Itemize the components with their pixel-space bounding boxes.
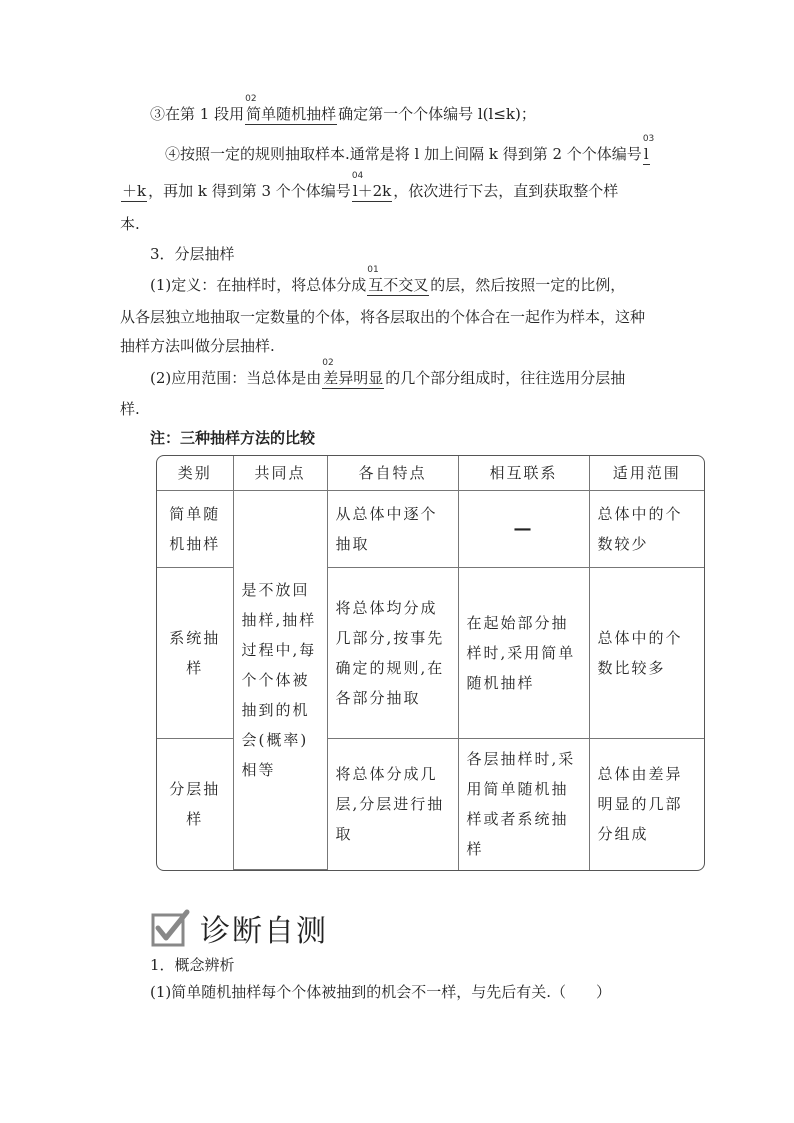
step3-text-end: 确定第一个个体编号 l(l≤k)；	[338, 105, 536, 123]
question-item: (1)简单随机抽样每个个体被抽到的机会不一样，与先后有关.（ ）	[150, 983, 612, 1001]
blank-answer: l	[643, 145, 649, 163]
step4-text-end: ，依次进行下去，直到获取整个样	[393, 182, 619, 200]
blank-number: 03	[642, 134, 655, 144]
fill-blank	[322, 358, 384, 389]
fill-blank	[245, 94, 337, 125]
cell-scope: 总体中的个数比较多	[589, 567, 704, 738]
fill-blank	[642, 134, 655, 165]
header-scope: 适用范围	[589, 456, 704, 491]
blank-answer: 互不交叉	[368, 276, 429, 294]
table-row	[157, 491, 704, 568]
blank-answer: 简单随机抽样	[246, 105, 337, 123]
cell-relation: 在起始部分抽样时,采用简单随机抽样	[458, 567, 589, 738]
cell-feature: 将总体分成几层,分层进行抽取	[327, 739, 458, 870]
header-relation: 相互联系	[458, 456, 589, 491]
definition-text-end: 的层，然后按照一定的比例，	[430, 276, 626, 294]
note-title: 注：三种抽样方法的比较	[150, 429, 316, 447]
checkbox-check-icon	[150, 908, 190, 948]
blank-answer: 差异明显	[323, 369, 384, 387]
blank-answer: ＋k	[122, 182, 147, 200]
definition-line-2: 从各层独立地抽取一定数量的个体，将各层取出的个体合在一起作为样本，这种	[120, 308, 646, 326]
question-heading: 1．概念辨析	[150, 956, 235, 974]
definition-line-1	[150, 265, 626, 296]
blank-number: 02	[245, 94, 257, 104]
step4-text-mid: ，再加 k 得到第 3 个个体编号	[148, 182, 351, 200]
self-test-banner	[150, 908, 328, 948]
table-header-row	[157, 456, 704, 491]
banner-title: 诊断自测	[200, 914, 328, 949]
cell-scope: 总体中的个数较少	[589, 491, 704, 568]
application-text-end: 的几个部分组成时，往往选用分层抽	[385, 369, 626, 387]
step3-line	[150, 94, 536, 125]
definition-line-3: 抽样方法叫做分层抽样.	[120, 337, 275, 355]
cell-category: 分层抽样	[157, 739, 233, 870]
application-line-2: 样.	[120, 400, 140, 418]
cell-relation: —	[458, 491, 589, 568]
cell-feature: 将总体均分成几部分,按事先确定的规则,在各部分抽取	[327, 567, 458, 738]
cell-scope: 总体由差异明显的几部分组成	[589, 739, 704, 870]
fill-blank-continued	[121, 181, 147, 202]
application-text: (2)应用范围：当总体是由	[150, 369, 322, 387]
blank-number: 01	[367, 265, 379, 275]
cell-feature: 从总体中逐个抽取	[327, 491, 458, 568]
cell-relation: 各层抽样时,采用简单随机抽样或者系统抽样	[458, 739, 589, 870]
header-feature: 各自特点	[327, 456, 458, 491]
header-common: 共同点	[233, 456, 327, 491]
header-category: 类别	[157, 456, 233, 491]
cell-common: 是不放回抽样,抽样过程中,每个个体被抽到的机会(概率)相等	[233, 491, 327, 870]
step4-line-3	[120, 214, 140, 234]
fill-blank	[367, 265, 429, 296]
step4-line-1	[165, 134, 655, 165]
blank-number: 04	[351, 171, 364, 181]
step4-text-tail: 本.	[120, 215, 140, 233]
step4-text: ④按照一定的规则抽取样本.通常是将 l 加上间隔 k 得到第 2 个个体编号	[165, 145, 642, 163]
step4-line-2	[120, 171, 619, 202]
cell-category: 系统抽样	[157, 567, 233, 738]
blank-number: 02	[322, 358, 334, 368]
definition-text: (1)定义：在抽样时，将总体分成	[150, 276, 367, 294]
fill-blank	[351, 171, 392, 202]
cell-category: 简单随机抽样	[157, 491, 233, 568]
application-line-1	[150, 358, 626, 389]
blank-answer: l＋2k	[352, 182, 392, 200]
comparison-table	[156, 455, 705, 871]
section-heading: 3．分层抽样	[150, 245, 235, 263]
step3-text: ③在第 1 段用	[150, 105, 245, 123]
